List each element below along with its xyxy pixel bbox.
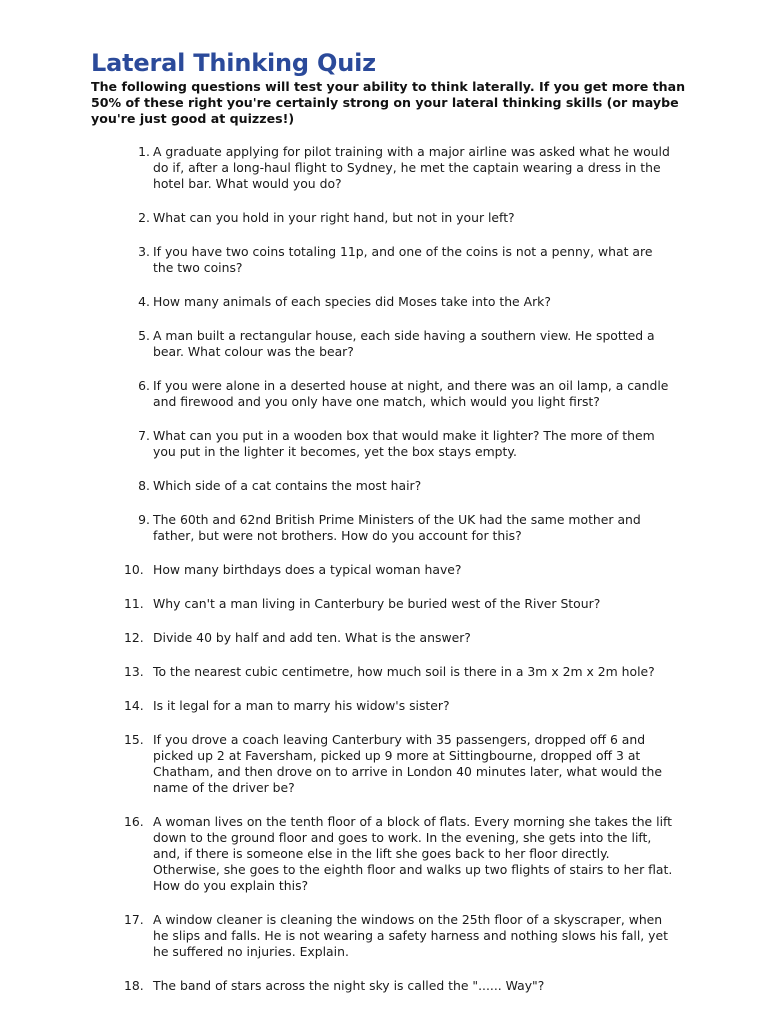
question-number: 9. (138, 512, 150, 527)
question-item (124, 814, 674, 894)
question-text: The band of stars across the night sky is called the "...... Way"? (153, 978, 545, 993)
question-item (124, 294, 674, 310)
question-number: 8. (138, 478, 150, 493)
question-number: 17. (124, 912, 144, 927)
question-item (124, 698, 674, 714)
question-list (124, 144, 674, 1012)
question-item (124, 378, 674, 410)
question-number: 10. (124, 562, 144, 577)
question-item (124, 478, 674, 494)
question-item (124, 732, 674, 796)
question-number: 5. (138, 328, 150, 343)
question-item (124, 328, 674, 360)
question-item (124, 244, 674, 276)
question-text: If you were alone in a deserted house at night, and there was an oil lamp, a candle and firewood and you only have one match, which would you light first? (153, 378, 669, 409)
question-text: To the nearest cubic centimetre, how much soil is there in a 3m x 2m x 2m hole? (153, 664, 655, 679)
question-number: 15. (124, 732, 144, 747)
intro-paragraph: The following questions will test your ability to think laterally. If you get more than 50% of these right you're certainly strong on your lateral thinking skills (or maybe you're just good at quizzes!) (91, 79, 686, 126)
question-text: A window cleaner is cleaning the windows on the 25th floor of a skyscraper, when he slips and falls. He is not wearing a safety harness and nothing slows his fall, yet he suffered no injuries. Explain. (153, 912, 668, 959)
question-item (124, 912, 674, 960)
question-text: Which side of a cat contains the most hair? (153, 478, 422, 493)
question-number: 18. (124, 978, 144, 993)
question-number: 7. (138, 428, 150, 443)
question-number: 11. (124, 596, 144, 611)
question-text: A woman lives on the tenth floor of a block of flats. Every morning she takes the lift down to the ground floor and goes to work. In the evening, she gets into the lift, and, if there is someone else in the lift she goes back to her floor directly. Otherwise, she goes to the eighth floor and walks up two flights of stairs to her flat. How do you explain this? (153, 814, 673, 893)
question-item (124, 664, 674, 680)
question-number: 6. (138, 378, 150, 393)
question-item (124, 428, 674, 460)
question-number: 16. (124, 814, 144, 829)
question-item (124, 630, 674, 646)
question-number: 13. (124, 664, 144, 679)
page-title: Lateral Thinking Quiz (91, 49, 376, 77)
question-number: 14. (124, 698, 144, 713)
question-text: How many animals of each species did Moses take into the Ark? (153, 294, 551, 309)
question-number: 4. (138, 294, 150, 309)
question-item (124, 978, 674, 994)
question-text: The 60th and 62nd British Prime Ministers of the UK had the same mother and father, but were not brothers. How do you account for this? (153, 512, 641, 543)
question-text: What can you put in a wooden box that would make it lighter? The more of them you put in the lighter it becomes, yet the box stays empty. (153, 428, 655, 459)
question-text: If you drove a coach leaving Canterbury with 35 passengers, dropped off 6 and picked up 2 at Faversham, picked up 9 more at Sittingbourne, dropped off 3 at Chatham, and then drove on to arrive in London 40 minutes later, what would the name of the driver be? (153, 732, 662, 795)
question-text: A man built a rectangular house, each side having a southern view. He spotted a bear. What colour was the bear? (153, 328, 655, 359)
question-number: 1. (138, 144, 150, 159)
question-item (124, 144, 674, 192)
question-text: How many birthdays does a typical woman have? (153, 562, 462, 577)
question-text: What can you hold in your right hand, but not in your left? (153, 210, 515, 225)
question-text: Is it legal for a man to marry his widow's sister? (153, 698, 450, 713)
question-number: 2. (138, 210, 150, 225)
question-text: Why can't a man living in Canterbury be buried west of the River Stour? (153, 596, 601, 611)
question-text: If you have two coins totaling 11p, and one of the coins is not a penny, what are the two coins? (153, 244, 653, 275)
question-number: 12. (124, 630, 144, 645)
question-item (124, 210, 674, 226)
question-item (124, 562, 674, 578)
question-number: 3. (138, 244, 150, 259)
question-text: A graduate applying for pilot training with a major airline was asked what he would do if, after a long-haul flight to Sydney, he met the captain wearing a dress in the hotel bar. What would you do? (153, 144, 670, 191)
question-item (124, 512, 674, 544)
question-text: Divide 40 by half and add ten. What is the answer? (153, 630, 471, 645)
question-item (124, 596, 674, 612)
